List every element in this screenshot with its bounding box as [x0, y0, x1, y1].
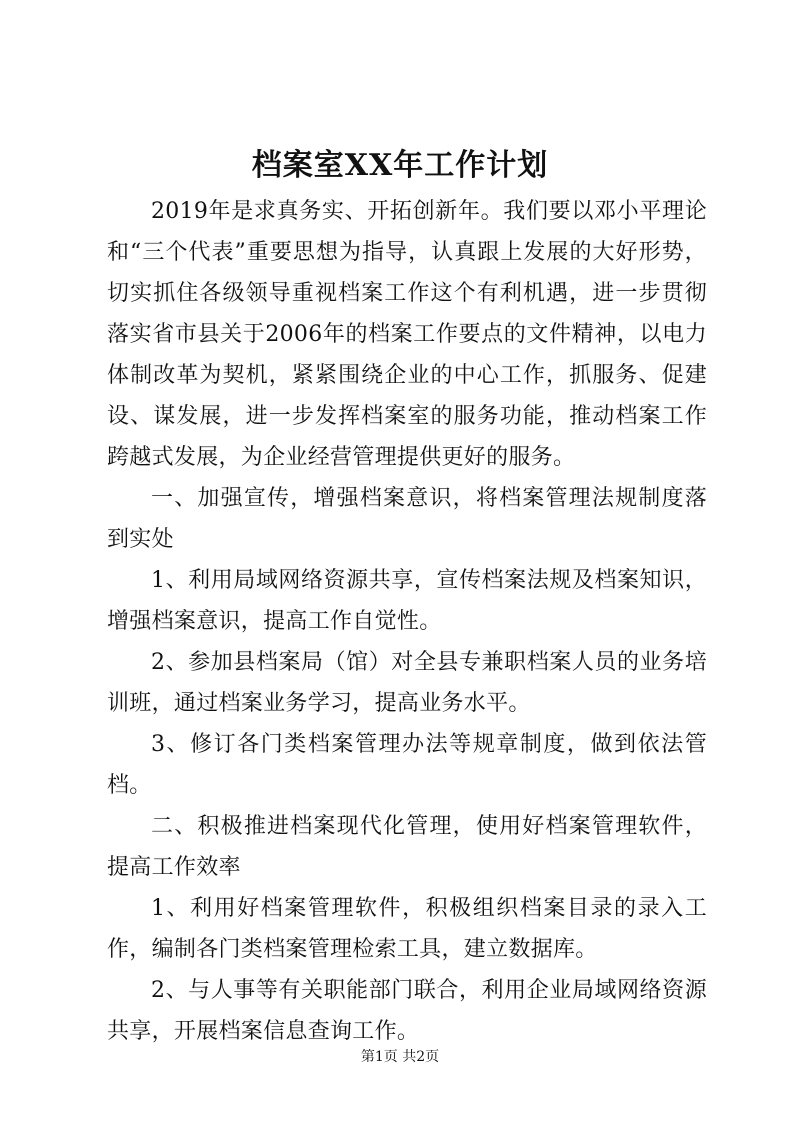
list-item: 1、利用局域网络资源共享，宣传档案法规及档案知识，增强档案意识，提高工作自觉性。	[107, 568, 707, 634]
section-heading-1: 一、加强宣传，增强档案意识，将档案管理法规制度落到实处	[107, 486, 707, 552]
list-item: 2、与人事等有关职能部门联合，利用企业局域网络资源共享，开展档案信息查询工作。	[107, 978, 707, 1044]
document-title: 档案室XX年工作计划	[251, 148, 549, 183]
document-body	[107, 191, 707, 1052]
paragraph-intro: 2019年是求真务实、开拓创新年。我们要以邓小平理论和“三个代表”重要思想为指导，认真跟上发展的大好形势，切实抓住各级领导重视档案工作这个有利机遇，进一步贯彻落实省市县关于2006年的档案工作要点的文件精神，以电力体制改革为契机，紧紧围绕企业的中心工作，抓服务、促建设、谋发展，进一步发挥档案室的服务功能，推动档案工作跨越式发展，为企业经营管理提供更好的服务。	[107, 199, 707, 470]
list-item: 1、利用好档案管理软件，积极组织档案目录的录入工作，编制各门类档案管理检索工具，建立数据库。	[107, 896, 707, 962]
list-item: 3、修订各门类档案管理办法等规章制度，做到依法管档。	[107, 732, 707, 798]
list-item: 2、参加县档案局（馆）对全县专兼职档案人员的业务培训班，通过档案业务学习，提高业务水平。	[107, 650, 707, 716]
section-heading-2: 二、积极推进档案现代化管理，使用好档案管理软件，提高工作效率	[107, 814, 707, 880]
page-number-footer: 第1页 共2页	[360, 1049, 440, 1065]
